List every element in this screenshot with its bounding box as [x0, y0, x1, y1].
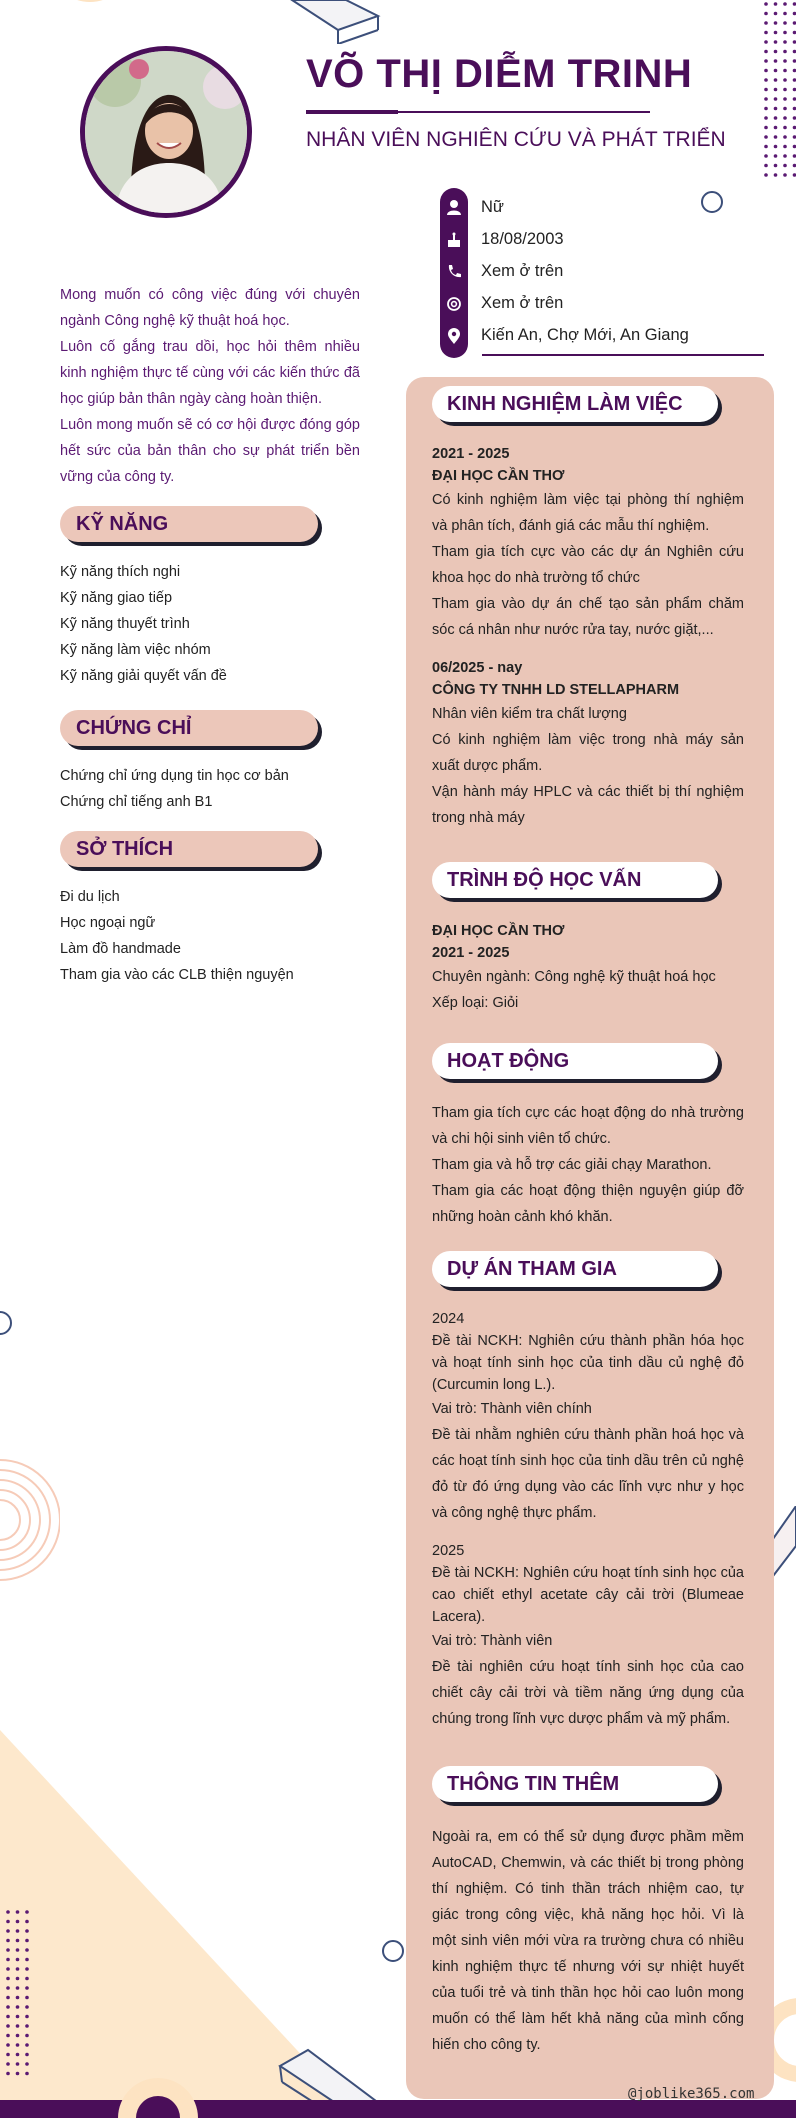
decor-dot [6, 1958, 10, 1962]
projects-body [432, 1308, 744, 1732]
decor-dot [25, 1967, 29, 1971]
activity-line: Tham gia và hỗ trợ các giải chạy Marathon. [432, 1157, 712, 1173]
decor-dot [6, 1910, 10, 1914]
person-icon [444, 198, 464, 218]
decor-circle-outline [698, 188, 726, 216]
decor-dot [783, 78, 787, 82]
decor-dot [6, 2034, 10, 2038]
decor-dot [25, 2053, 29, 2057]
job-title: NHÂN VIÊN NGHIÊN CỨU VÀ PHÁT TRIỂN [306, 128, 726, 151]
decor-dot [764, 78, 768, 82]
decor-dots-top-right [762, 0, 796, 190]
decor-dot [6, 2072, 10, 2076]
certificates-heading: CHỨNG CHỈ [60, 710, 318, 746]
decor-dot [25, 2034, 29, 2038]
decor-dot [25, 2072, 29, 2076]
decor-dot [6, 1967, 10, 1971]
decor-dot [783, 97, 787, 101]
decor-dot [25, 1958, 29, 1962]
decor-dot [16, 1967, 20, 1971]
experience-period: 06/2025 - nay [432, 660, 523, 676]
decor-dot [6, 2005, 10, 2009]
experience-line: Nhân viên kiểm tra chất lượng [432, 706, 627, 722]
decor-dot [6, 1948, 10, 1952]
decor-dot [764, 88, 768, 92]
decor-dot [6, 1977, 10, 1981]
project-desc: Đề tài nhằm nghiên cứu thành phần hoá học và các hoạt tính sinh học của tinh dầu trên củ nghệ đỏ từ đó ứng dụng vào các lĩnh vực như y học và công nghệ thực phẩm. [432, 1427, 744, 1521]
decor-dot [6, 2053, 10, 2057]
decor-dot [6, 2043, 10, 2047]
decor-dot [16, 1948, 20, 1952]
project-year: 2025 [432, 1543, 465, 1559]
list-item: Kỹ năng thuyết trình [60, 616, 190, 632]
project-role: Vai trò: Thành viên chính [432, 1401, 592, 1417]
decor-dot [764, 145, 768, 149]
decor-dot [16, 1977, 20, 1981]
decor-dot [764, 2, 768, 6]
decor-dot [16, 1958, 20, 1962]
decor-dot [6, 1996, 10, 2000]
spacer [432, 1526, 744, 1540]
decor-dot [783, 116, 787, 120]
location-pin-icon [444, 326, 464, 346]
decor-half-circle-left [0, 1308, 20, 1338]
education-period: 2021 - 2025 [432, 945, 510, 961]
candidate-name: VÕ THỊ DIỄM TRINH [306, 52, 693, 96]
decor-dot [25, 1948, 29, 1952]
decor-dot [25, 1977, 29, 1981]
decor-dot [16, 2062, 20, 2066]
list-item: Tham gia vào các CLB thiện nguyện [60, 967, 294, 983]
decor-dot [6, 1939, 10, 1943]
decor-dot [783, 135, 787, 139]
education-major: Chuyên ngành: Công nghệ kỹ thuật hoá học [432, 969, 716, 985]
decor-dot [16, 2053, 20, 2057]
contact-birthdate: 18/08/2003 [481, 230, 564, 248]
contact-gender: Nữ [481, 198, 504, 216]
experience-line: Vận hành máy HPLC và các thiết bị thí nghiệm trong nhà máy [432, 784, 744, 826]
decor-dot [16, 2034, 20, 2038]
experience-line: Tham gia tích cực vào các dự án Nghiên cứu khoa học do nhà trường tổ chức [432, 544, 744, 586]
decor-dot [764, 31, 768, 35]
decor-dot [16, 1986, 20, 1990]
decor-dot [16, 1996, 20, 2000]
decor-dot [764, 164, 768, 168]
hobbies-heading: SỞ THÍCH [60, 831, 318, 867]
decor-dot [764, 135, 768, 139]
activity-line: Tham gia tích cực các hoạt động do nhà trường và chi hội sinh viên tổ chức. [432, 1105, 744, 1147]
skills-list [60, 559, 380, 689]
decor-dot [6, 1986, 10, 1990]
email-at-icon [444, 294, 464, 314]
decor-dot [774, 97, 778, 101]
hobbies-list [60, 884, 380, 988]
project-year: 2024 [432, 1311, 465, 1327]
more-info-heading: THÔNG TIN THÊM [432, 1766, 718, 1802]
experience-period: 2021 - 2025 [432, 446, 510, 462]
decor-dot [774, 164, 778, 168]
decor-dot [25, 2005, 29, 2009]
education-school: ĐẠI HỌC CẦN THƠ [432, 923, 565, 939]
name-underline-accent [306, 110, 398, 114]
decor-dot [764, 21, 768, 25]
decor-dot [6, 2062, 10, 2066]
decor-dot [764, 97, 768, 101]
decor-concentric-arcs [0, 1450, 60, 1590]
decor-dot [25, 1929, 29, 1933]
decor-dot [783, 31, 787, 35]
decor-dot [783, 173, 787, 177]
decor-dot [783, 88, 787, 92]
decor-dot [16, 2015, 20, 2019]
decor-dot [16, 1910, 20, 1914]
experience-heading: KINH NGHIỆM LÀM VIỆC [432, 386, 718, 422]
objective-line: Luôn mong muốn sẽ có cơ hội được đóng góp hết sức của bản thân cho sự phát triển bền vững của công ty. [60, 417, 360, 485]
decor-dot [764, 69, 768, 73]
experience-line: Tham gia vào dự án chế tạo sản phẩm chăm sóc cá nhân như nước rửa tay, nước giặt,... [432, 596, 744, 638]
watermark: @joblike365.com [628, 2086, 755, 2102]
decor-dot [764, 107, 768, 111]
decor-dot [764, 50, 768, 54]
decor-dot [774, 154, 778, 158]
decor-dot [764, 59, 768, 63]
list-item: Học ngoại ngữ [60, 915, 156, 931]
decor-dot [783, 50, 787, 54]
decor-dot [774, 59, 778, 63]
education-heading: TRÌNH ĐỘ HỌC VẤN [432, 862, 718, 898]
decor-dot [25, 1910, 29, 1914]
decor-dot [783, 2, 787, 6]
decor-dot [25, 1920, 29, 1924]
decor-dot [774, 2, 778, 6]
experience-org: ĐẠI HỌC CẦN THƠ [432, 468, 565, 484]
decor-dot [783, 145, 787, 149]
decor-top-left-ring [40, 0, 140, 40]
list-item: Đi du lịch [60, 889, 120, 905]
decor-dot [774, 145, 778, 149]
certificates-list [60, 763, 380, 815]
decor-dot [774, 12, 778, 16]
decor-dot [25, 1986, 29, 1990]
decor-dot [764, 116, 768, 120]
education-body [432, 920, 744, 1016]
more-info-body [432, 1824, 744, 2058]
decor-dot [6, 2024, 10, 2028]
list-item: Kỹ năng giải quyết vấn đề [60, 668, 227, 684]
decor-dot [16, 1939, 20, 1943]
decor-dot [783, 59, 787, 63]
decor-dot [774, 40, 778, 44]
experience-line: Có kinh nghiệm làm việc trong nhà máy sản xuất dược phẩm. [432, 732, 744, 774]
phone-icon [444, 262, 464, 282]
decor-dot [774, 88, 778, 92]
decor-dot [783, 69, 787, 73]
decor-dot [783, 21, 787, 25]
education-rank: Xếp loại: Giỏi [432, 995, 519, 1011]
activities-heading: HOẠT ĐỘNG [432, 1043, 718, 1079]
contact-address: Kiến An, Chợ Mới, An Giang [481, 326, 689, 344]
decor-dot [16, 2005, 20, 2009]
decor-dot [25, 1939, 29, 1943]
list-item: Làm đồ handmade [60, 941, 181, 957]
contact-underline [482, 354, 764, 356]
decor-dot [25, 2024, 29, 2028]
decor-dot [25, 2015, 29, 2019]
profile-photo [80, 46, 252, 218]
decor-dot [774, 116, 778, 120]
decor-dots-bottom-left [4, 1908, 38, 2078]
projects-heading: DỰ ÁN THAM GIA [432, 1251, 718, 1287]
decor-dot [764, 126, 768, 130]
experience-org: CÔNG TY TNHH LD STELLAPHARM [432, 682, 680, 698]
birthday-cake-icon [444, 230, 464, 250]
decor-dot [774, 107, 778, 111]
career-objective [60, 282, 360, 490]
list-item: Chứng chỉ tiếng anh B1 [60, 794, 213, 810]
decor-dot [6, 2015, 10, 2019]
list-item: Kỹ năng giao tiếp [60, 590, 173, 606]
decor-top-prism [286, 0, 386, 44]
decor-dot [783, 107, 787, 111]
decor-dot [6, 1929, 10, 1933]
contact-email: Xem ở trên [481, 294, 564, 312]
decor-dot [764, 12, 768, 16]
decor-dot [16, 2024, 20, 2028]
decor-dot [774, 173, 778, 177]
decor-dot [16, 1929, 20, 1933]
objective-line: Luôn cố gắng trau dồi, học hỏi thêm nhiều kinh nghiệm thực tế cùng với các kiến thức đã học giúp bản thân ngày càng hoàn thiện. [60, 339, 360, 407]
contact-phone: Xem ở trên [481, 262, 564, 280]
list-item: Kỹ năng thích nghi [60, 564, 181, 580]
decor-dot [764, 154, 768, 158]
project-topic: Đề tài NCKH: Nghiên cứu hoạt tính sinh học của cao chiết ethyl acetate cây cải trời (Blumeae Lacera). [432, 1565, 744, 1625]
project-role: Vai trò: Thành viên [432, 1633, 553, 1649]
decor-dot [764, 173, 768, 177]
decor-dot [25, 1996, 29, 2000]
decor-dot [25, 2062, 29, 2066]
decor-dot [16, 1920, 20, 1924]
objective-line: Mong muốn có công việc đúng với chuyên ngành Công nghệ kỹ thuật hoá học. [60, 287, 360, 329]
decor-dot [16, 2043, 20, 2047]
decor-dot [774, 69, 778, 73]
decor-dot [6, 1920, 10, 1924]
decor-dot [783, 126, 787, 130]
decor-dot [774, 135, 778, 139]
decor-dot [783, 12, 787, 16]
profile-photo-illustration [85, 51, 247, 213]
project-topic: Đề tài NCKH: Nghiên cứu thành phần hóa học và hoạt tính sinh học của tinh dầu củ nghệ đỏ (Curcumin long L.). [432, 1333, 744, 1393]
decor-dot [783, 164, 787, 168]
more-info-text: Ngoài ra, em có thể sử dụng được phầm mềm AutoCAD, Chemwin, và các thiết bị trong phòng thí nghiệm. Có tinh thần trách nhiệm cao, tự giác trong công việc, khả năng học hỏi. Vì là một sinh viên mới vừa ra trường chưa có nhiều kinh nghiệm thực tế nhưng với sự nhiệt huyết của tuổi trẻ và tinh thần học hỏi cao luôn mong muốn có thể làm hết khả năng của mình cống hiến cho công ty. [432, 1829, 744, 2053]
decor-dot [783, 154, 787, 158]
decor-dot [774, 126, 778, 130]
experience-body [432, 443, 744, 831]
spacer [432, 643, 744, 657]
experience-line: Có kinh nghiệm làm việc tại phòng thí nghiệm và phân tích, đánh giá các mẫu thí nghiệm. [432, 492, 744, 534]
activity-line: Tham gia các hoạt động thiện nguyện giúp đỡ những hoàn cảnh khó khăn. [432, 1183, 744, 1225]
list-item: Kỹ năng làm việc nhóm [60, 642, 211, 658]
decor-footer-semicircle [116, 2078, 200, 2118]
decor-circle-outline-bottom [380, 1938, 406, 1964]
decor-dot [774, 50, 778, 54]
list-item: Chứng chỉ ứng dụng tin học cơ bản [60, 768, 289, 784]
decor-dot [764, 40, 768, 44]
decor-dot [25, 2043, 29, 2047]
skills-heading: KỸ NĂNG [60, 506, 318, 542]
activities-body [432, 1100, 744, 1230]
decor-dot [783, 40, 787, 44]
project-desc: Đề tài nghiên cứu hoạt tính sinh học của cao chiết cây cải trời và tiềm năng ứng dụng của chúng trong lĩnh vực dược phẩm và mỹ phẩm. [432, 1659, 744, 1727]
decor-dot [16, 2072, 20, 2076]
decor-dot [774, 78, 778, 82]
decor-dot [774, 21, 778, 25]
decor-dot [774, 31, 778, 35]
